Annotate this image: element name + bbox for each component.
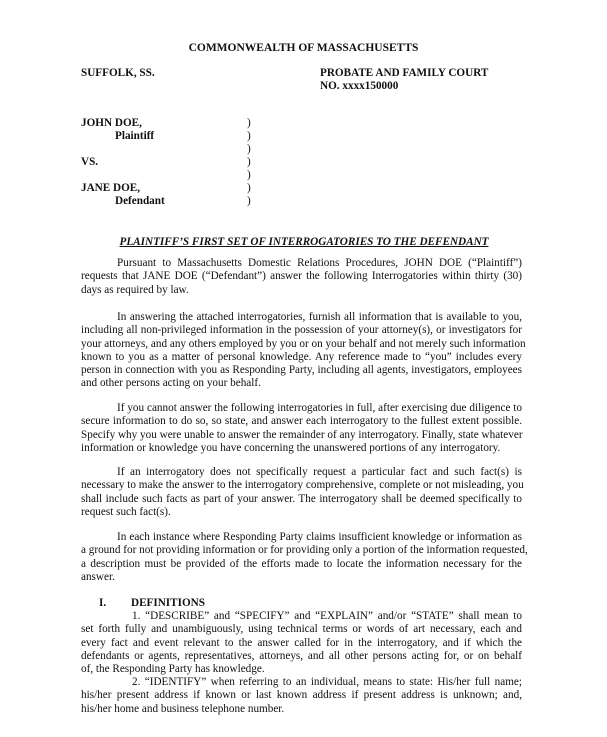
paragraph-line: your attorneys, and any others employed by you or on your behalf and not merely such information (81, 337, 526, 350)
plaintiff-name: JOHN DOE, (81, 117, 142, 129)
caption-bracket: ) (247, 156, 251, 168)
section-heading: DEFINITIONS (131, 597, 205, 609)
caption-bracket: ) (247, 143, 251, 155)
paragraph-specific-fact (81, 466, 522, 519)
caption-bracket: ) (247, 182, 251, 194)
paragraph-line: secure information to do so, so state, and answer each interrogatory to the fullest extent possible. (81, 415, 522, 428)
caption-bracket: ) (247, 195, 251, 207)
paragraph-line: a description must be provided of the efforts made to locate the information necessary for the (81, 557, 522, 570)
paragraph-line: necessary to make the answer to the interrogatory comprehensive, complete or not misleading, you (81, 479, 524, 492)
paragraph-line: days as required by law. (81, 283, 189, 296)
definition-identify (81, 676, 522, 716)
paragraph-line: shall include such facts as part of your answer. The interrogatory shall be deemed specifically to (81, 492, 522, 505)
commonwealth-heading: COMMONWEALTH OF MASSACHUSETTS (188, 42, 419, 54)
defendant-role: Defendant (115, 195, 165, 207)
paragraph-line: Pursuant to Massachusetts Domestic Relations Procedures, JOHN DOE (“Plaintiff”) (117, 257, 522, 269)
paragraph-line: known to you as a matter of personal knowledge. Any reference made to “you” includes every (81, 350, 522, 363)
paragraph-line: defendants or agents, representatives, attorneys, and all other persons acting for, or on behalf (81, 649, 522, 662)
county-label: SUFFOLK, SS. (81, 67, 155, 79)
paragraph-line: answer. (81, 570, 115, 583)
paragraph-intro (81, 257, 522, 297)
paragraph-line: request such fact(s). (81, 505, 171, 518)
paragraph-line: 2. “IDENTIFY” when referring to an individual, means to state: His/her full name; (132, 676, 522, 688)
section-number: I. (99, 597, 107, 609)
paragraph-line: a ground for not providing information or for providing only a portion of the information requested, (81, 544, 528, 557)
paragraph-line: information or knowledge you have concerning the unanswered portions of any interrogatory. (81, 441, 501, 454)
paragraph-line: If an interrogatory does not specifically request a particular fact and such fact(s) is (117, 466, 522, 478)
paragraph-line: In answering the attached interrogatories, furnish all information that is available to you, (117, 311, 522, 323)
paragraph-line: and other persons acting on your behalf. (81, 377, 261, 390)
paragraph-line: including all non-privileged information in the possession of your attorney(s), or investigators for (81, 324, 522, 337)
paragraph-answering (81, 311, 526, 391)
paragraph-line: 1. “DESCRIBE” and “SPECIFY” and “EXPLAIN” and/or “STATE” shall mean to (132, 610, 522, 622)
document-title: PLAINTIFF’S FIRST SET OF INTERROGATORIES TO THE DEFENDANT (119, 236, 489, 248)
paragraph-line: every fact and event relevant to the answer called for in the interrogatory, and if which the (81, 636, 522, 649)
paragraph-line: If you cannot answer the following interrogatories in full, after exercising due diligence to (117, 402, 522, 414)
court-name: PROBATE AND FAMILY COURT (320, 67, 489, 79)
paragraph-line: Specify why you were unable to answer the remainder of any interrogatory. Finally, state whatever (81, 428, 523, 441)
paragraph-line: of, the Responding Party has knowledge. (81, 663, 265, 676)
paragraph-line: his/her present address if known or last known address if present address is unknown; and, (81, 689, 522, 702)
paragraph-line: set forth fully and unambiguously, using technical terms or words of art necessary, each and (81, 623, 522, 636)
vs-label: VS. (81, 156, 99, 168)
paragraph-insufficient-knowledge (81, 531, 528, 584)
defendant-name: JANE DOE, (81, 182, 141, 194)
definition-describe (81, 610, 522, 676)
paragraph-line: his/her home and business telephone number. (81, 702, 285, 715)
caption-bracket: ) (247, 130, 251, 142)
paragraph-cannot-answer (81, 402, 522, 455)
caption-bracket: ) (247, 117, 251, 129)
caption-bracket: ) (247, 169, 251, 181)
plaintiff-role: Plaintiff (115, 130, 155, 142)
docket-number: NO. xxxx150000 (320, 80, 399, 92)
paragraph-line: person in connection with you as Responding Party, including all agents, investigators, employees (81, 364, 522, 377)
paragraph-line: In each instance where Responding Party claims insufficient knowledge or information as (117, 531, 522, 543)
paragraph-line: requests that JANE DOE (“Defendant”) answer the following Interrogatories within thirty (30) (81, 270, 522, 283)
